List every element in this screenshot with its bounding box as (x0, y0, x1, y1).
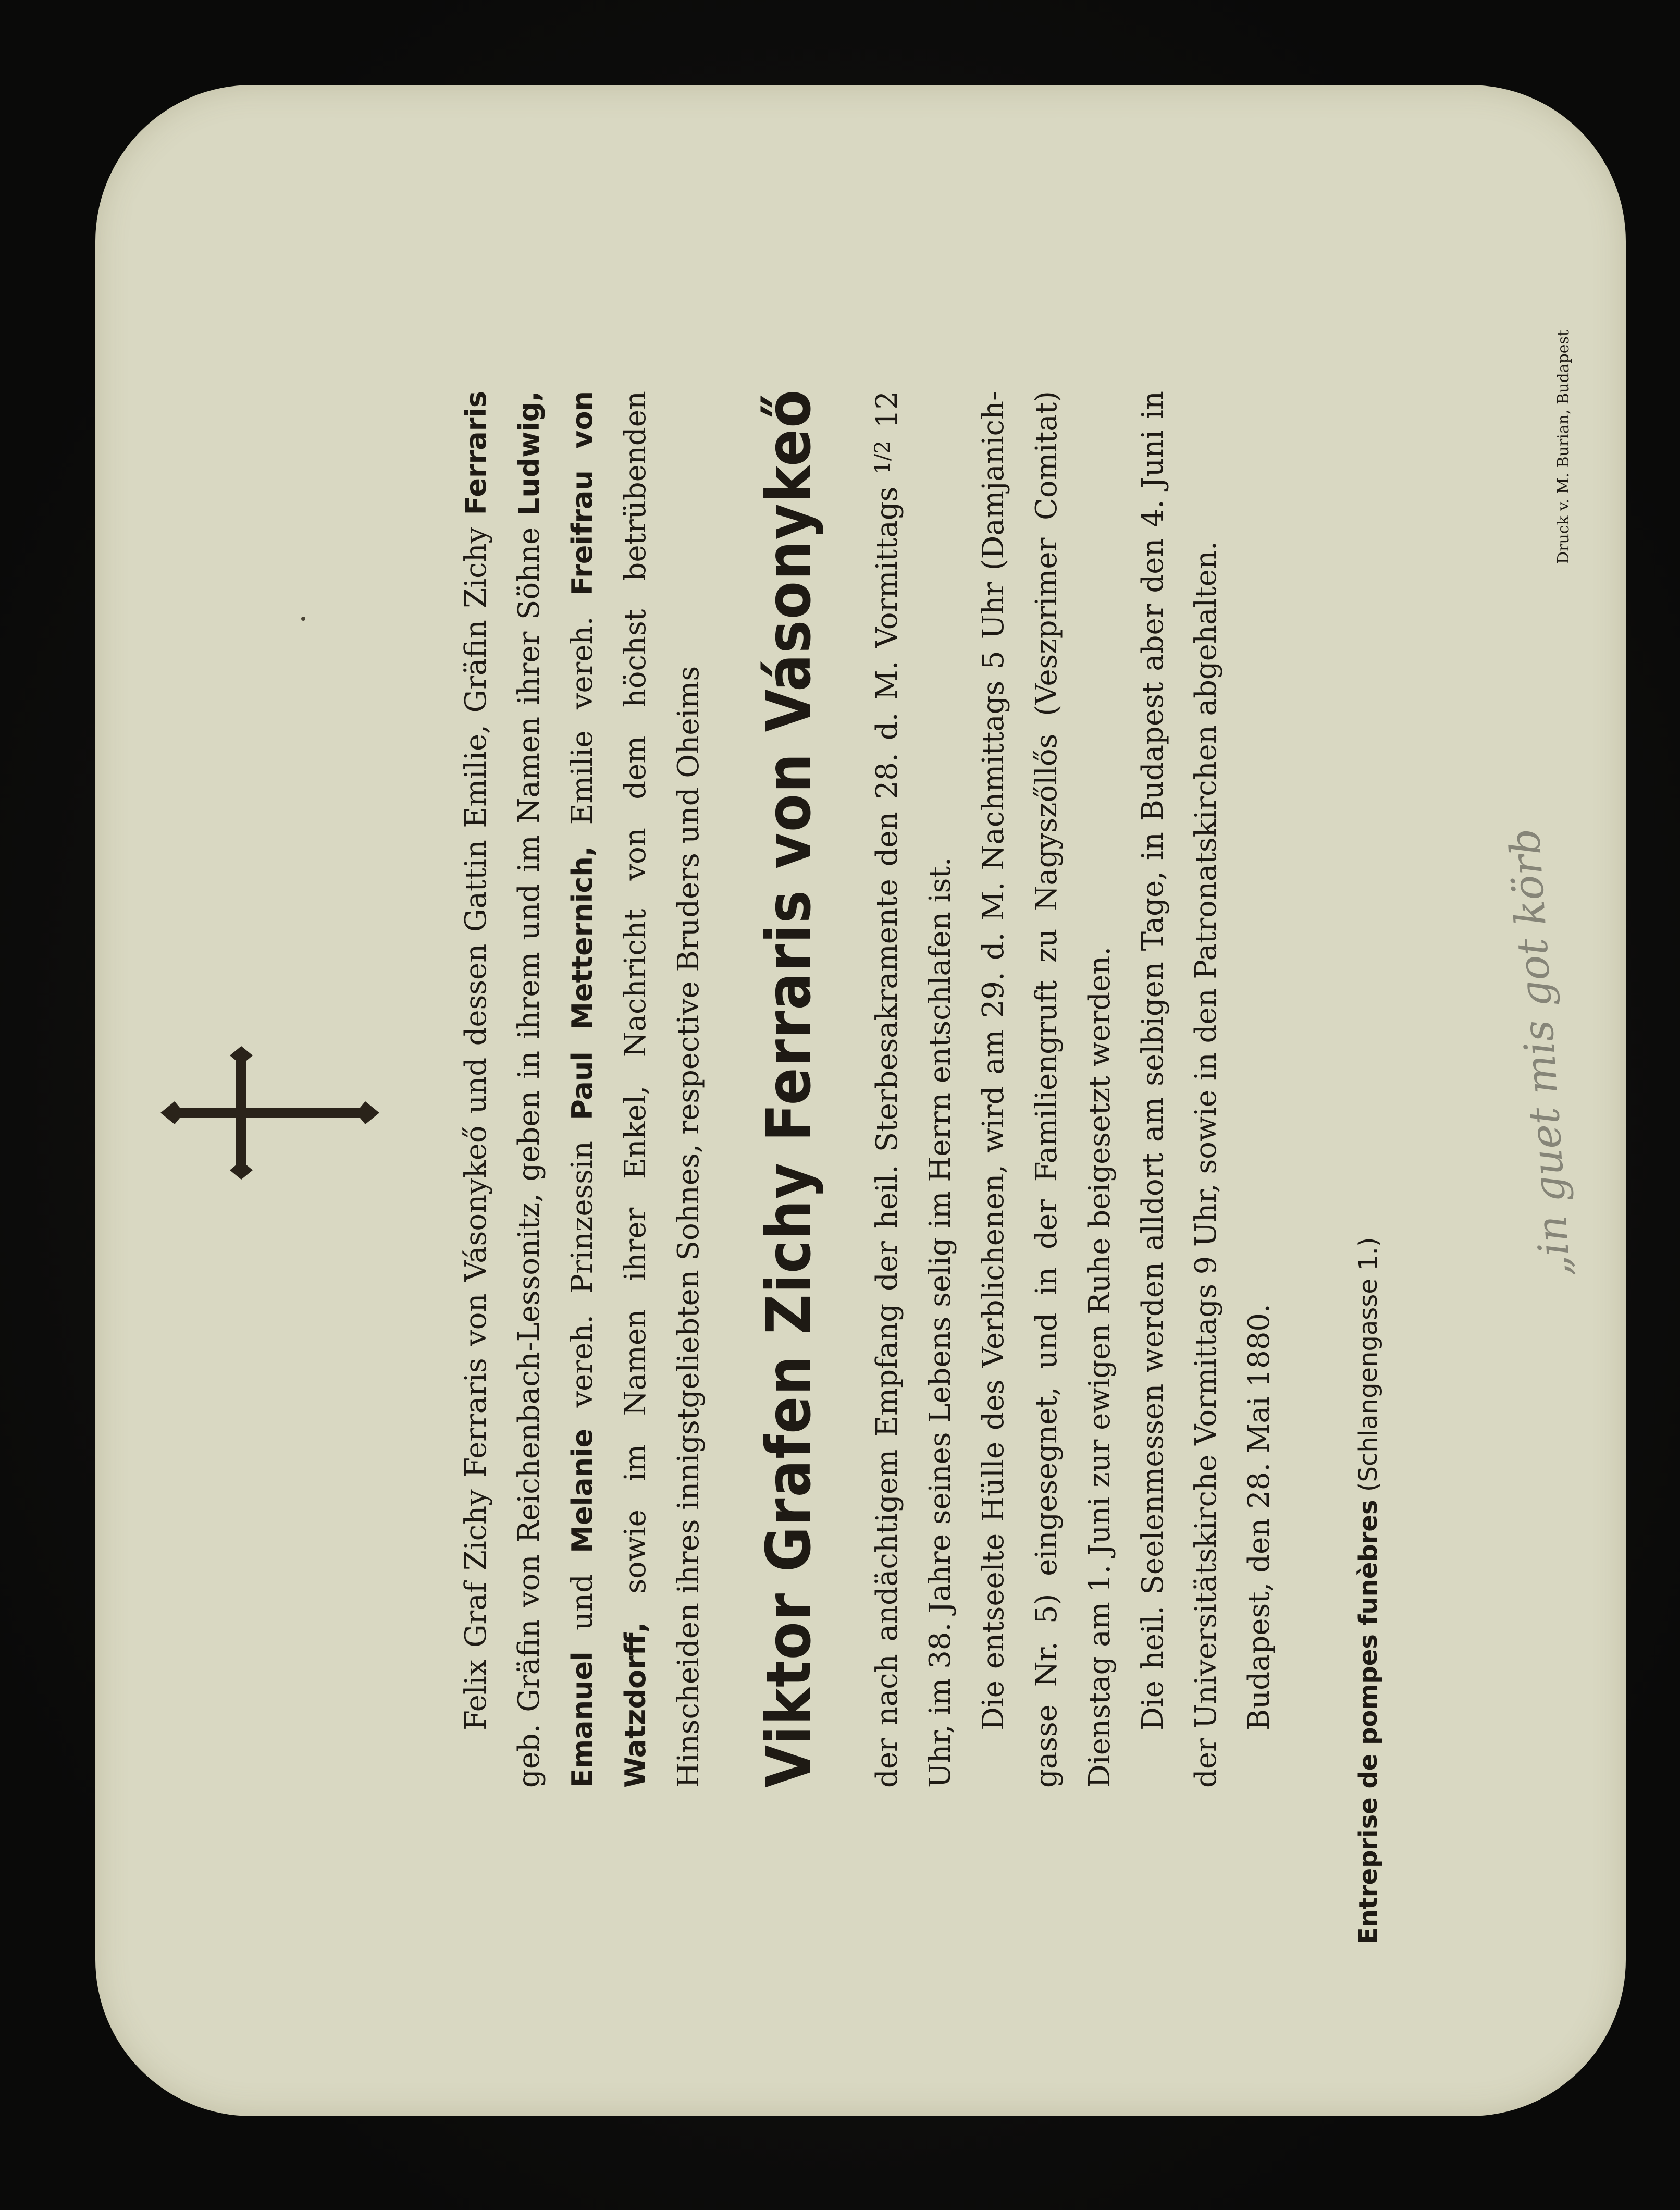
deceased-name: Viktor Grafen Zichy Ferraris von Vásonykeő (752, 388, 824, 1788)
undertaker-imprint (1354, 1237, 1383, 1944)
family-line: und (565, 1553, 599, 1652)
mass-paragraph: Die heil. Seelenmessen werden alldort am selbigen Tage, in Budapest aber den 4. Juni in der Universitätskirche Vormittags 9 Uhr, sowie in den Patronatskirchen abgehalten. (1136, 391, 1223, 1788)
death-text: der nach andächtigem Empfang der heil. Sterbesakramente den 28. d. M. Vormittags (870, 474, 904, 1788)
death-paragraph (856, 391, 967, 1788)
family-line: vereh. Prinzessin (565, 1120, 599, 1429)
family-line: Emilie vereh. (565, 595, 599, 846)
death-notice-card (95, 85, 1626, 2116)
family-line: sowie im Namen ihrer Enkel, Nachricht von dem höchst betrübenden Hinscheiden ihres innigstgeliebten Sohnes, respective Bruders und Oheims (619, 391, 706, 1788)
family-line: Felix Graf Zichy Ferraris von Vásonykeő und dessen Gattin Emilie, Gräfin Zichy (459, 526, 493, 1730)
notice-text (450, 388, 1286, 1788)
rotated-page (95, 85, 1626, 2116)
cross-icon (158, 1045, 382, 1181)
undertaker-address: (Schlangengasse 1.) (1354, 1237, 1383, 1492)
death-text: 12 Uhr, im 38. Jahre seines Lebens selig im Herrn entschlafen ist. (870, 391, 957, 1788)
family-paragraph (450, 391, 715, 1788)
burial-paragraph: Die entseelte Hülle des Verblichenen, wird am 29. d. M. Nachmittags 5 Uhr (Damjanich-gasse Nr. 5) eingesegnet, und in der Familiengruft zu Nagyszőllős (Veszprimer Comitat) Dienstag am 1. Juni zur ewigen Ruhe beigesetzt werden. (977, 391, 1117, 1788)
half-fraction: 1/2 (871, 440, 895, 474)
son-names: Ludwig, Emanuel (513, 391, 599, 1788)
son-in-law-name: Paul Metternich, (566, 845, 599, 1120)
handwritten-note: „in guet mis got körb (1500, 827, 1580, 1279)
daughter-title: Freifrau von Watzdorff, (566, 390, 652, 1788)
family-line: geb. Gräfin von Reichenbach-Lessonitz, geben in ihrem und im Namen ihrer Söhne (512, 527, 546, 1788)
undertaker-name: Entreprise de pompes funèbres (1354, 1500, 1383, 1944)
printer-imprint: Druck v. M. Burian, Budapest (1554, 330, 1573, 564)
family-name: Ferraris (460, 391, 492, 515)
daughter-name: Melanie (566, 1428, 599, 1553)
place-date: Budapest, den 28. Mai 1880. (1242, 1304, 1276, 1730)
